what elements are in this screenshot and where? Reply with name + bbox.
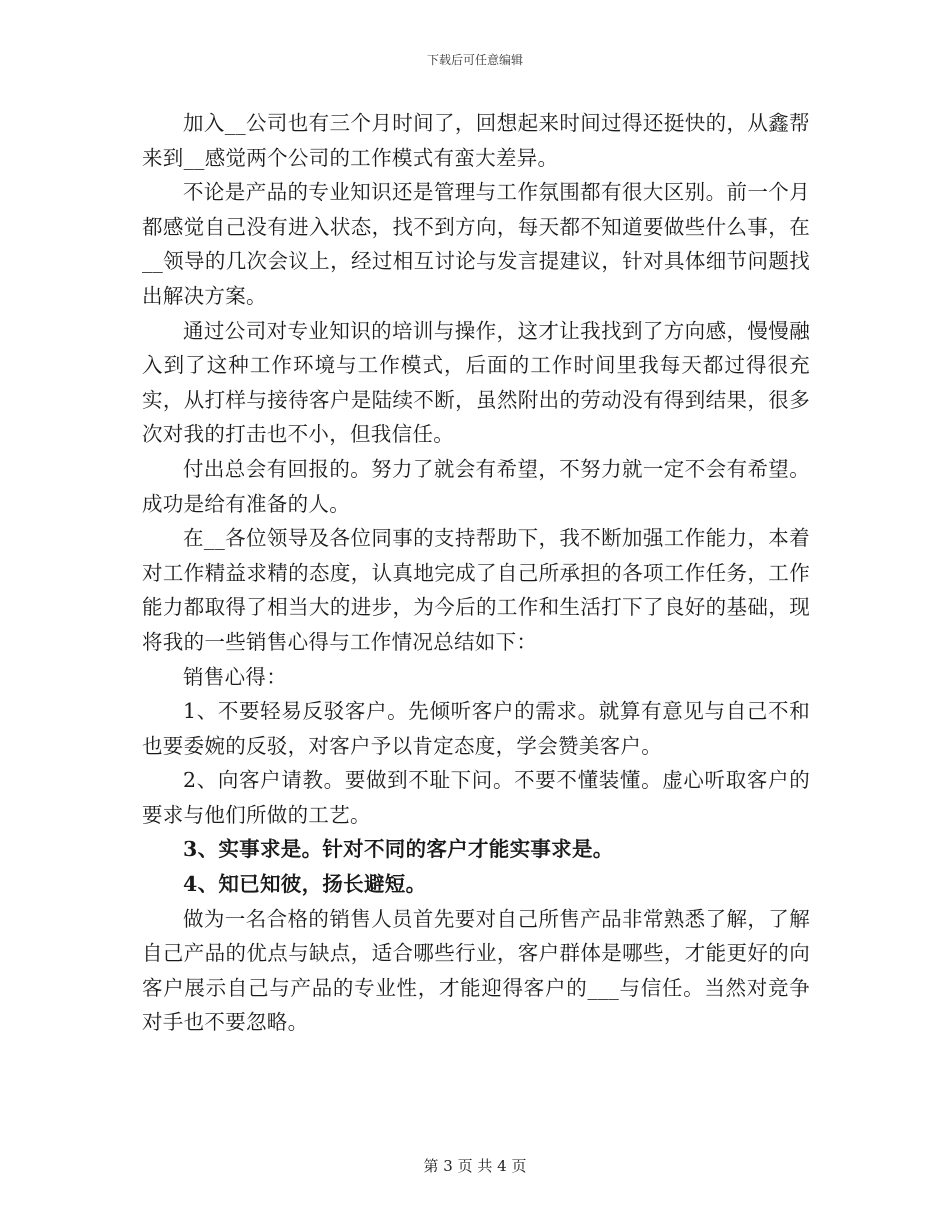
paragraph: 付出总会有回报的。努力了就会有希望，不努力就一定不会有希望。成功是给有准备的人。 (142, 456, 810, 516)
paragraph: 通过公司对专业知识的培训与操作，这才让我找到了方向感，慢慢融入到了这种工作环境与工作模式，后面的工作时间里我每天都过得很充实，从打样与接待客户是陆续不断，虽然附出的劳动没有得到结果，很多次对我的打击也不小，但我信任。 (142, 318, 810, 447)
paragraph: 在__各位领导及各位同事的支持帮助下，我不断加强工作能力，本着对工作精益求精的态度，认真地完成了自己所承担的各项工作任务，工作能力都取得了相当大的进步，为今后的工作和生活打下了良好的基础，现将我的一些销售心得与工作情况总结如下： (142, 526, 810, 654)
page-number: 第 3 页 共 4 页 (423, 1157, 527, 1175)
paragraph: 做为一名合格的销售人员首先要对自己所售产品非常熟悉了解，了解自己产品的优点与缺点，适合哪些行业，客户群体是哪些，才能更好的向客户展示自己与产品的专业性，才能迎得客户的___与信任。当然对竞争对手也不要忽略。 (142, 906, 810, 1035)
list-item: 2、向客户请教。要做到不耻下问。不要不懂装懂。虚心听取客户的要求与他们所做的工艺。 (142, 768, 810, 827)
section-heading: 销售心得： (183, 664, 287, 689)
list-item: 1、不要轻易反驳客户。先倾听客户的需求。就算有意见与自己不和也要委婉的反驳，对客户予以肯定态度，学会赞美客户。 (142, 699, 810, 758)
paragraph: 加入__公司也有三个月时间了，回想起来时间过得还挺快的，从鑫帮来到__感觉两个公司的工作模式有蛮大差异。 (142, 111, 810, 170)
page-header: 下载后可任意编辑 (426, 53, 523, 67)
list-item: 4、知已知彼，扬长避短。 (183, 872, 427, 897)
list-item: 3、实事求是。针对不同的客户才能实事求是。 (183, 837, 614, 862)
paragraph: 不论是产品的专业知识还是管理与工作氛围都有很大区别。前一个月都感觉自己没有进入状态，找不到方向，每天都不知道要做些什么事，在__领导的几次会议上，经过相互讨论与发言提建议，针对具体细节问题找出解决方案。 (142, 180, 810, 308)
document-body (142, 106, 810, 1040)
